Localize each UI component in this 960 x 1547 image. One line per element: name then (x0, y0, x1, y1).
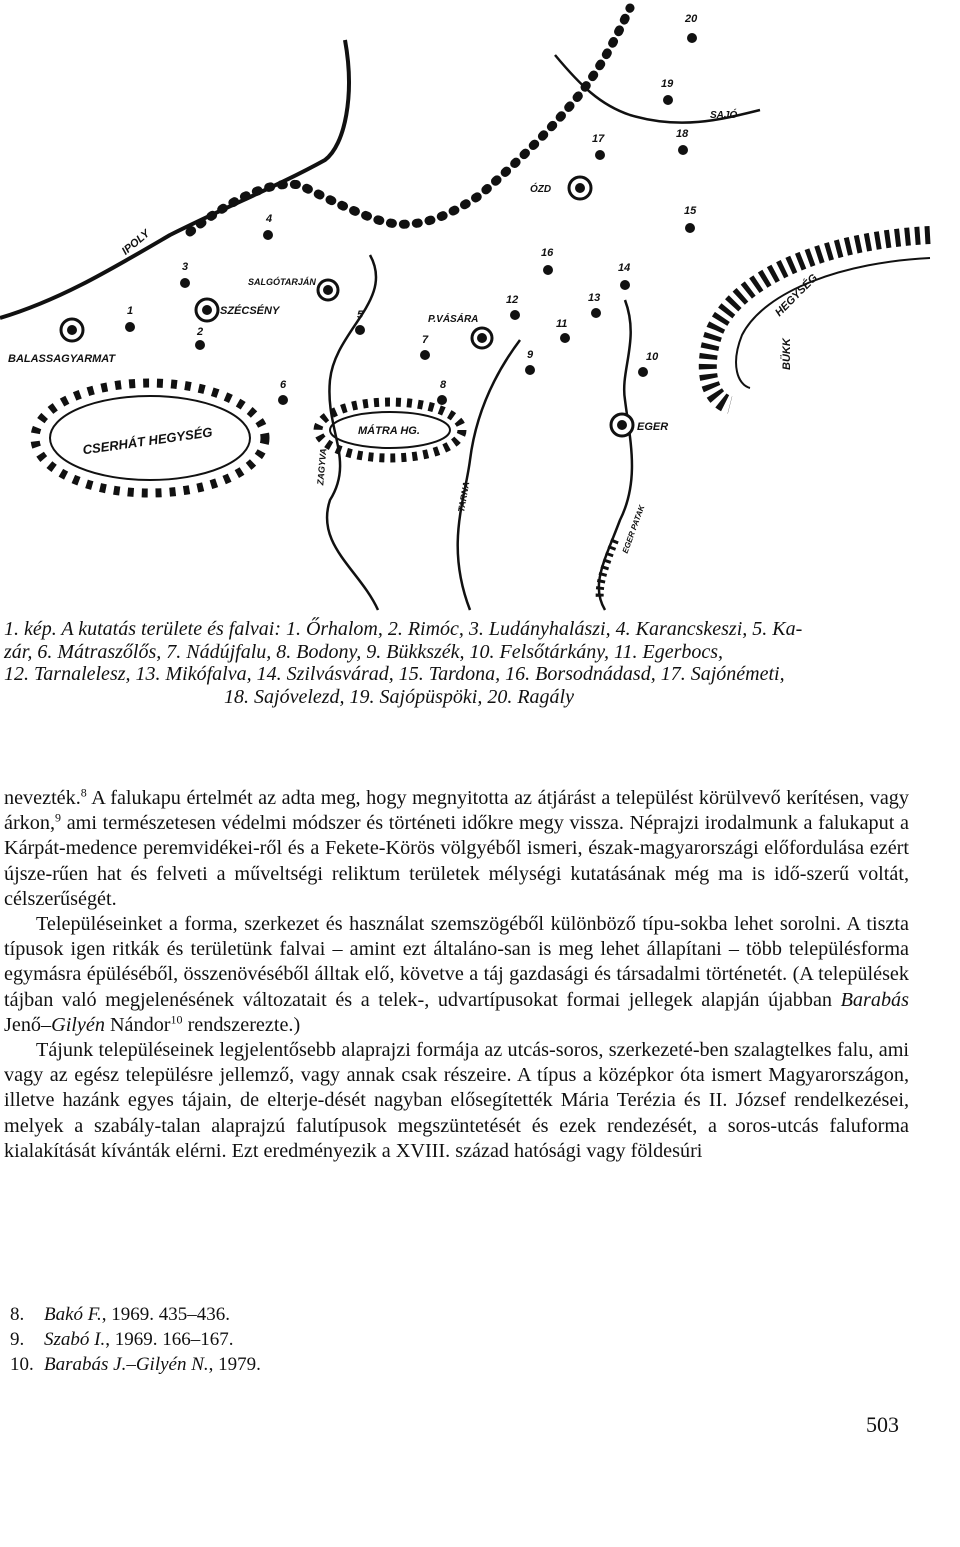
label-ozd: ÓZD (530, 184, 552, 195)
dotted-border (190, 8, 630, 232)
map-number-19: 19 (661, 78, 674, 90)
author-barabas: Barabás (840, 988, 909, 1011)
map-number-1: 1 (127, 305, 134, 317)
p2-text-mid1: Jenő– (4, 1013, 52, 1036)
map-number-9: 9 (527, 349, 534, 361)
label-ipoly: IPOLY (119, 227, 153, 258)
label-eger: EGER (637, 421, 669, 433)
footnotes (10, 1302, 610, 1377)
paragraph-1 (4, 786, 909, 912)
map-number-13: 13 (588, 292, 601, 304)
map-number-15: 15 (684, 205, 697, 217)
caption-line-3: 12. Tarnalelesz, 13. Mikófalva, 14. Szilvásvárad, 15. Tardona, 16. Borsodnádasd, 17. Sajónémeti, (4, 663, 785, 685)
map-number-8: 8 (440, 379, 447, 391)
map-number-16: 16 (541, 247, 554, 259)
map-number-3: 3 (182, 261, 189, 273)
author-gilyen: Gilyén (51, 1013, 105, 1036)
label-tarna: TARNA (456, 480, 472, 513)
paragraph-3: Tájunk településeinek legjelentősebb alaprajzi formája az utcás-soros, szerkezeté-ben szalagtelkes falu, ami vagy az egész településre jellemző, vagy annak csak részeire. A típus a középkor óta ismert Magyarországon, illetve hazánk egyes tájain, de elterje-dését nagyban elősegítették Mária Terézia és II. József rendelkezései, melyek a szabály-talan alaprajzú falutípusok megszüntetését és ezek rendezését, a soros-utcás faluforma kialakítását kívánták elérni. Ezt eredményezik a XVIII. század hatósági vagy földesúri (4, 1039, 909, 1162)
map-number-10: 10 (646, 351, 659, 363)
label-cserhat: CSERHÁT HEGYSÉG (81, 424, 214, 458)
map-number-20: 20 (685, 13, 698, 25)
label-salgotarjan: SALGÓTARJÁN (248, 277, 316, 287)
p2-text-mid2: Nándor (104, 1013, 171, 1036)
map-number-14: 14 (618, 262, 631, 274)
footnote-ref-9[interactable]: 9 (55, 810, 62, 825)
map-number-7: 7 (422, 334, 429, 346)
map-number-17: 17 (592, 133, 605, 145)
caption-line-2: zár, 6. Mátraszőlős, 7. Nádújfalu, 8. Bodony, 9. Bükkszék, 10. Felsőtárkány, 11. Egerbocs, (4, 640, 724, 663)
p1-text-a: nevezték. (4, 787, 81, 809)
label-hegyseg: HEGYSÉG (773, 271, 820, 319)
page-number: 503 (866, 1412, 899, 1437)
map-number-2: 2 (197, 326, 204, 338)
map-figure (0, 0, 960, 615)
p2-text-a: Településeinket a forma, szerkezet és használat szemszögéből különböző típu-sokba lehet sorolni. A tiszta típusok igen ritkák és területünk falvai – amint ezt általáno-san is meg lehet állapítani – több településforma egymásra épüléséből, összenövéséből álltak elő, követve a táj gazdasági és társadalmi történetét. (A települések tájban való megjelenésének változatait és a telek-, udvartípusokat formai jellegek alapján újabban (4, 913, 909, 1011)
footnote-ref-10[interactable]: 10 (170, 1012, 183, 1027)
tarna-river (458, 340, 520, 610)
p2-text-b: rendszerezte.) (182, 1013, 301, 1036)
map-number-5: 5 (357, 309, 364, 321)
p1-text-b: A falukapu értelmét az adta meg, hogy megnyitotta az átjárást a települést körülvevő kerítésen, vagy árkon, (4, 787, 909, 835)
label-matra: MÁTRA HG. (358, 425, 420, 437)
paragraph-2 (4, 912, 909, 1038)
body-text (4, 786, 909, 1164)
label-bukk: BÜKK (781, 338, 793, 370)
label-pasztovasara: P.VÁSÁRA (428, 314, 479, 325)
caption-line-4: 18. Sajóvelezd, 19. Sajópüspöki, 20. Ragály (224, 685, 574, 708)
p1-text-c: ami természetesen védelmi módszer és történeti időkre megy vissza. Néprajzi irodalmunk a falukaput a Kárpát-medence peremvidékei-ről és a Fekete-Körös völgyéből ismeri, észak-magyarországi előfordulása ezért újsze-rűen hat és felveti a műveltségi reliktum területek mélységi kutatásának még ma is idő-szerű voltát, célszerűségét. (4, 812, 909, 910)
map-number-12: 12 (506, 294, 519, 306)
eger-patak-river (599, 300, 632, 610)
footnote-9: 9. Szabó I., 1969. 166–167. (10, 1329, 234, 1350)
label-zagyva: ZAGYVA (315, 447, 329, 486)
label-eger-patak: EGER PATAK (620, 503, 647, 555)
label-szecseny: SZÉCSÉNY (220, 305, 280, 317)
map-number-4: 4 (266, 213, 273, 225)
map-number-18: 18 (676, 128, 689, 140)
label-balassagyarmat: BALASSAGYARMAT (8, 353, 116, 365)
label-sajo: SAJÓ (710, 110, 738, 121)
map-number-6: 6 (280, 379, 287, 391)
footnote-10: 10. Barabás J.–Gilyén N., 1979. (10, 1354, 261, 1375)
map-number-11: 11 (556, 318, 568, 330)
footnote-ref-8[interactable]: 8 (80, 785, 87, 800)
figure-caption (4, 618, 954, 708)
caption-line-1: 1. kép. A kutatás területe és falvai: 1. Őrhalom, 2. Rimóc, 3. Ludányhalászi, 4. Karancskeszi, 5. Ka- (4, 618, 803, 640)
footnote-8: 8. Bakó F., 1969. 435–436. (10, 1304, 230, 1325)
